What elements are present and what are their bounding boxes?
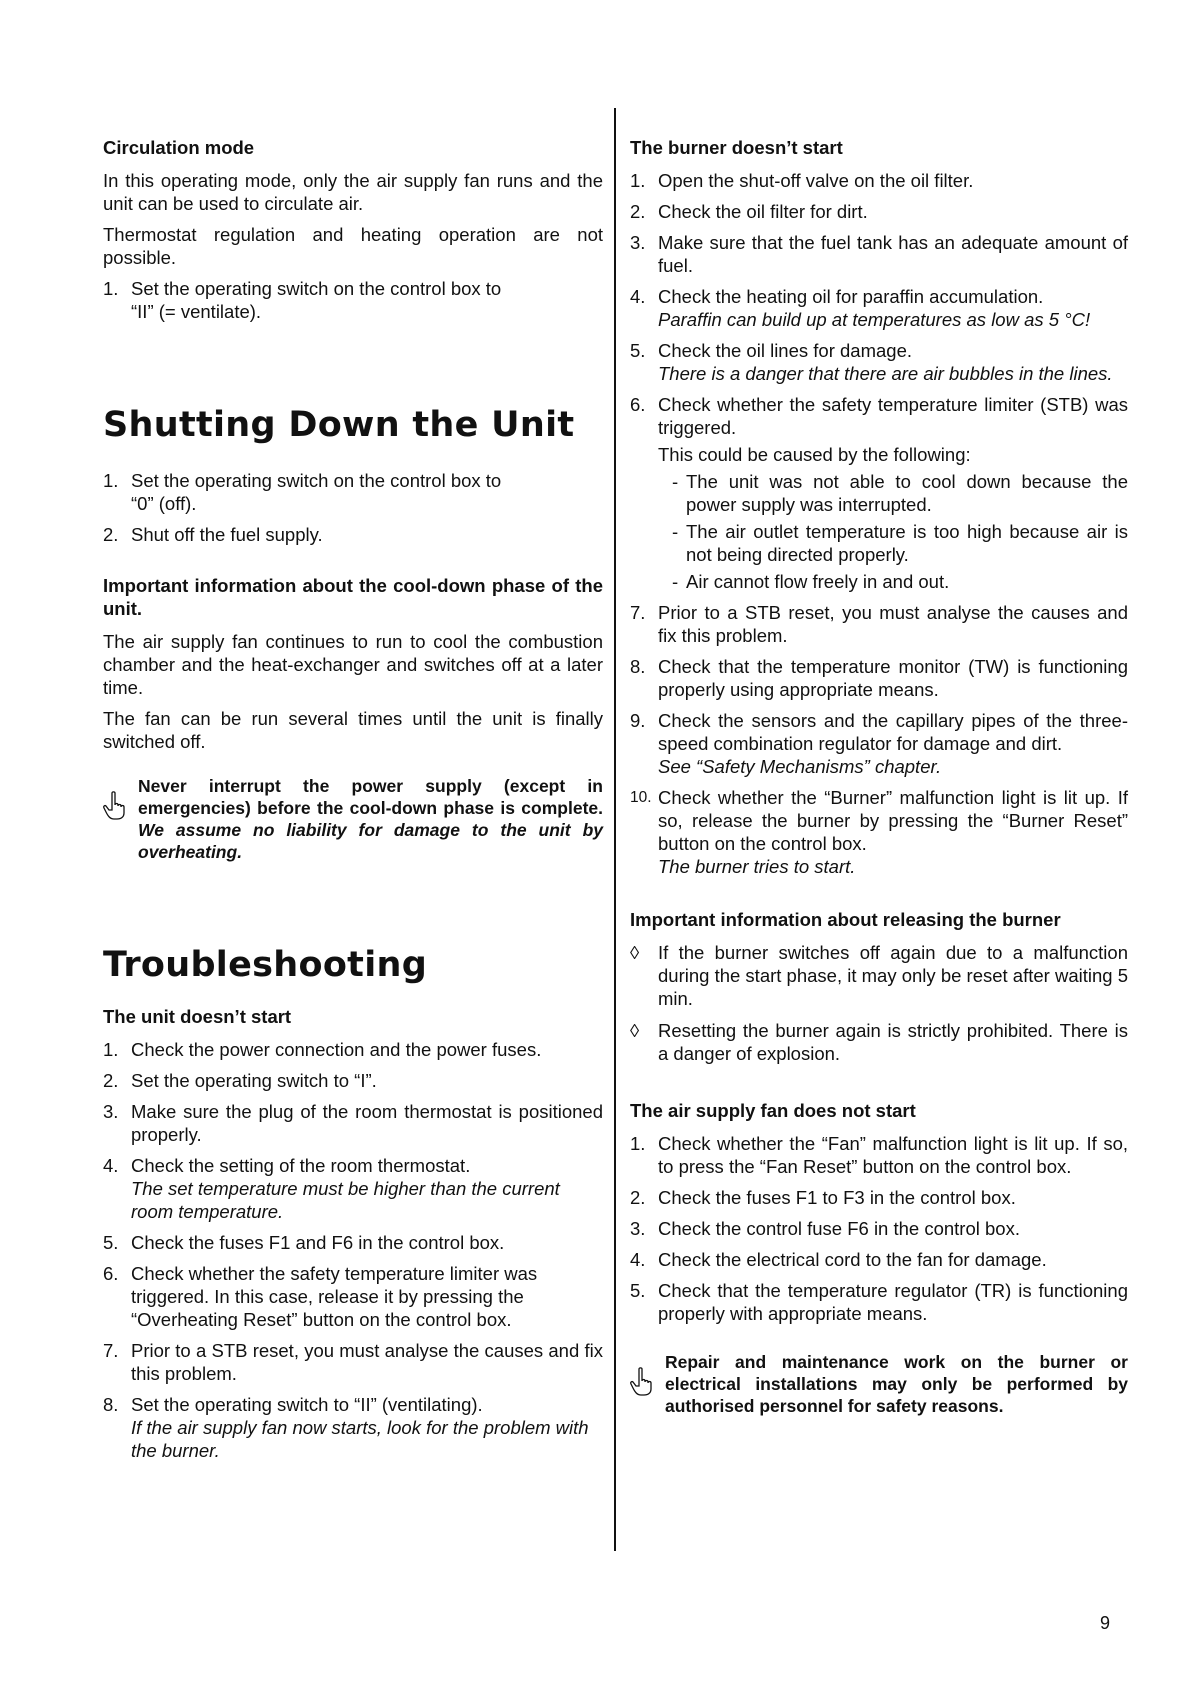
- cooldown-paragraph-2: The fan can be run several times until the unit is finally switched off.: [103, 708, 603, 752]
- list-item: ◊ If the burner switches off again due to a malfunction during the start phase, it may only be reset after waiting 5 min.: [630, 942, 1128, 1009]
- list-item: 5. Check the oil lines for damage. There is a danger that there are air bubbles in the lines.: [630, 340, 1113, 384]
- list-item: 2. Check the oil filter for dirt.: [630, 201, 868, 222]
- column-divider: [614, 108, 616, 1551]
- burner-not-start-heading: The burner doesn’t start: [630, 137, 843, 158]
- list-item: 1. Check the power connection and the power fuses.: [103, 1039, 542, 1060]
- list-item: - Air cannot flow freely in and out.: [672, 571, 950, 592]
- diamond-bullet-icon: ◊: [630, 942, 640, 963]
- cooldown-paragraph-1: The air supply fan continues to run to cool the combustion chamber and the heat-exchanger and switches off at a later time.: [103, 631, 603, 698]
- page-number: 9: [1100, 1613, 1111, 1633]
- list-item: 4. Check the heating oil for paraffin accumulation. Paraffin can build up at temperatures as low as 5 °C!: [630, 286, 1091, 330]
- pointing-hand-icon: [103, 791, 129, 821]
- list-item: 4. Check the setting of the room thermostat. The set temperature must be higher than the current room temperature.: [103, 1155, 560, 1222]
- list-item: 2. Shut off the fuel supply.: [103, 524, 323, 545]
- shutdown-steps: [103, 469, 603, 546]
- list-item: 2. Set the operating switch to “I”.: [103, 1070, 377, 1091]
- list-item: 10. Check whether the “Burner” malfunction light is lit up. If so, release the burner by pressing the “Burner Reset” button on the control box. The burner tries to start.: [630, 787, 1128, 877]
- cooldown-warning-note: Never interrupt the power supply (except in emergencies) before the cool-down phase is complete. We assume no liability for damage to the unit by overheating.: [103, 775, 603, 863]
- list-item: 5. Check that the temperature regulator (TR) is functioning properly with appropriate means.: [630, 1280, 1128, 1324]
- list-item: 1. Open the shut-off valve on the oil filter.: [630, 170, 974, 191]
- list-item: 3. Check the control fuse F6 in the control box.: [630, 1218, 1020, 1239]
- list-item: 3. Make sure the plug of the room thermostat is positioned properly.: [103, 1101, 603, 1145]
- list-item: 1. Check whether the “Fan” malfunction light is lit up. If so, to press the “Fan Reset” button on the control box.: [630, 1133, 1128, 1177]
- shutdown-title: Shutting Down the Unit: [103, 405, 575, 445]
- unit-not-start-heading: The unit doesn’t start: [103, 1006, 292, 1027]
- list-item: ◊ Resetting the burner again is strictly prohibited. There is a danger of explosion.: [630, 1020, 1128, 1064]
- list-item: 8. Set the operating switch to “II” (ventilating). If the air supply fan now starts, look for the problem with the burner.: [103, 1394, 589, 1461]
- cooldown-heading: Important information about the cool-down phase of the unit.: [103, 575, 603, 619]
- stb-causes-list: [658, 470, 1128, 593]
- list-item: 7. Prior to a STB reset, you must analyse the causes and fix this problem.: [630, 602, 1128, 646]
- list-item: 1. Set the operating switch on the control box to “0” (off).: [103, 470, 502, 514]
- list-item: 5. Check the fuses F1 and F6 in the control box.: [103, 1232, 505, 1253]
- pointing-hand-icon: [630, 1367, 656, 1397]
- list-item: 6. Check whether the safety temperature limiter (STB) was triggered. This could be caused by the following: - The unit was not able to cool down because the power supply was interrupted. - The air outlet temperature is too high because air is not being directed properly. - Air cannot flow freely in and out.: [630, 394, 1128, 592]
- list-item: 3. Make sure that the fuel tank has an adequate amount of fuel.: [630, 232, 1128, 276]
- list-item: 6. Check whether the safety temperature limiter was triggered. In this case, release it by pressing the “Overheating Reset” button on the control box.: [103, 1263, 538, 1330]
- list-item: - The air outlet temperature is too high because air is not being directed properly.: [672, 521, 1128, 565]
- list-item: 7. Prior to a STB reset, you must analyse the causes and fix this problem.: [103, 1340, 603, 1384]
- list-item: 9. Check the sensors and the capillary pipes of the three-speed combination regulator for damage and dirt. See “Safety Mechanisms” chapter.: [630, 710, 1128, 777]
- circulation-paragraph-2: Thermostat regulation and heating operation are not possible.: [103, 224, 603, 268]
- fan-not-start-heading: The air supply fan does not start: [630, 1100, 916, 1121]
- list-item: 8. Check that the temperature monitor (TW) is functioning properly using appropriate means.: [630, 656, 1128, 700]
- fan-steps: [630, 1132, 1128, 1325]
- unit-not-start-steps: [103, 1038, 603, 1462]
- troubleshooting-title: Troubleshooting: [103, 945, 428, 985]
- circulation-steps: [103, 277, 603, 323]
- repair-warning-note: Repair and maintenance work on the burner or electrical installations may only be performed by authorised personnel for safety reasons.: [630, 1351, 1128, 1417]
- diamond-bullet-icon: ◊: [630, 1020, 640, 1041]
- list-item: - The unit was not able to cool down because the power supply was interrupted.: [672, 471, 1128, 515]
- list-item: 4. Check the electrical cord to the fan for damage.: [630, 1249, 1047, 1270]
- release-burner-heading: Important information about releasing the burner: [630, 909, 1061, 930]
- list-item: 1. Set the operating switch on the control box to “II” (= ventilate).: [103, 278, 502, 322]
- right-column: [630, 136, 1128, 1417]
- circulation-paragraph-1: In this operating mode, only the air supply fan runs and the unit can be used to circulate air.: [103, 170, 603, 214]
- release-burner-list: [630, 941, 1128, 1065]
- list-item: 2. Check the fuses F1 to F3 in the control box.: [630, 1187, 1016, 1208]
- circulation-heading: Circulation mode: [103, 137, 255, 158]
- burner-steps: [630, 169, 1128, 878]
- left-column: [103, 136, 603, 1470]
